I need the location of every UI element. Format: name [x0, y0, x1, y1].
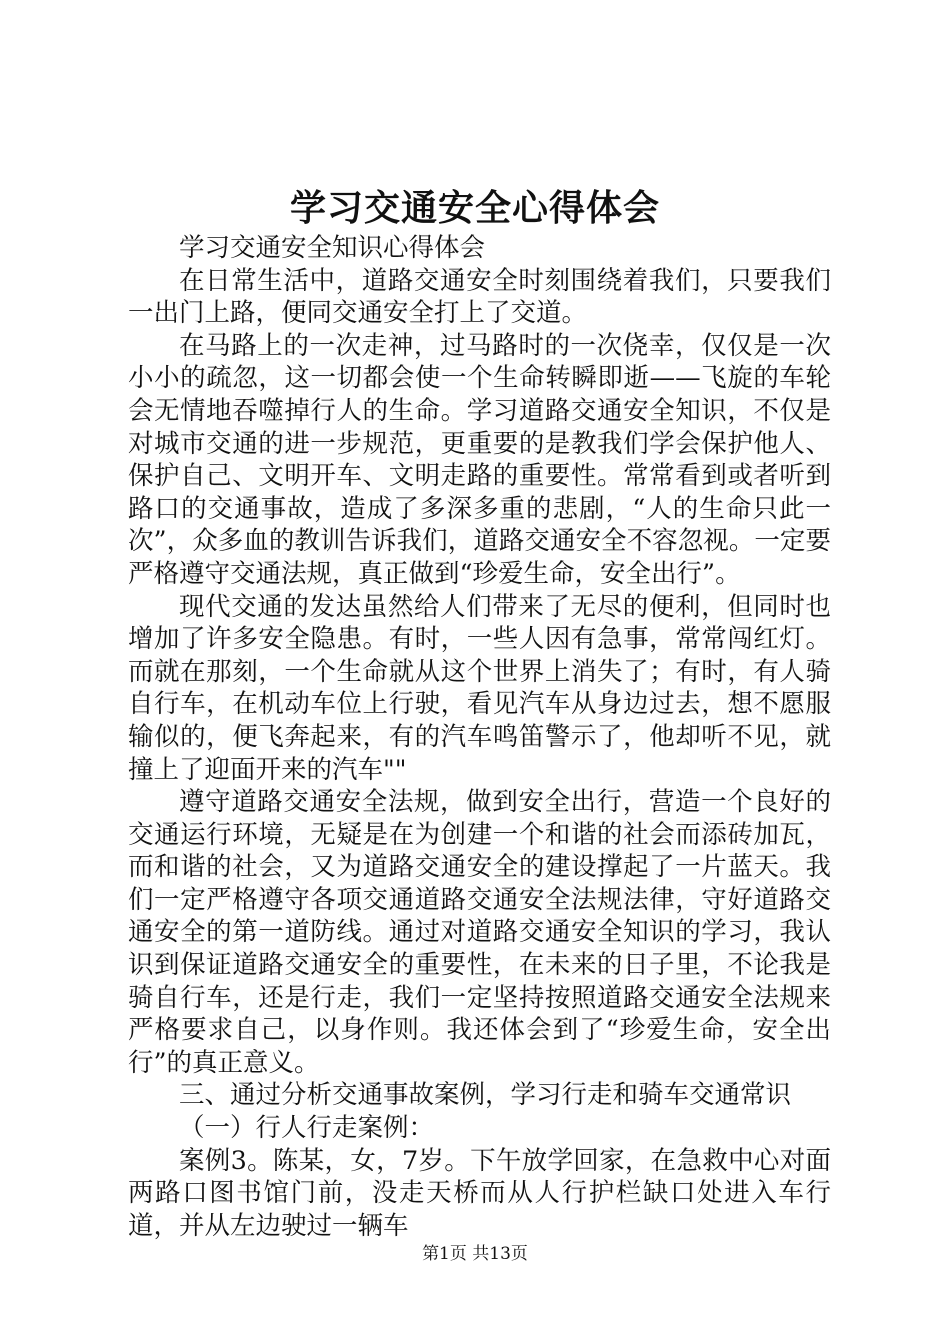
body-paragraph: 案例3。陈某，女，7岁。下午放学回家，在急救中心对面两路口图书馆门前，没走天桥而从人行护栏缺口处进入车行道，并从左边驶过一辆车: [128, 1145, 831, 1241]
section-heading: 三、通过分析交通事故案例，学习行走和骑车交通常识: [179, 1080, 792, 1111]
subsection-heading: （一）行人行走案例：: [179, 1113, 435, 1144]
body-paragraph: 现代交通的发达虽然给人们带来了无尽的便利，但同时也增加了许多安全隐患。有时，一些人因有急事，常常闯红灯。而就在那刻，一个生命就从这个世界上消失了；有时，有人骑自行车，在机动车位上行驶，看见汽车从身边过去，想不愿服输似的，便飞奔起来，有的汽车鸣笛警示了，他却听不见，就撞上了迎面开来的汽车"": [128, 591, 831, 785]
document-body: [128, 232, 831, 1242]
document-title: 学习交通安全心得体会: [289, 187, 660, 229]
body-paragraph: 在日常生活中，道路交通安全时刻围绕着我们，只要我们一出门上路，便同交通安全打上了交道。: [128, 265, 831, 329]
body-paragraph: 在马路上的一次走神，过马路时的一次侥幸，仅仅是一次小小的疏忽，这一切都会使一个生命转瞬即逝——飞旋的车轮会无情地吞噬掉行人的生命。学习道路交通安全知识，不仅是对城市交通的进一步规范，更重要的是教我们学会保护他人、保护自己、文明开车、文明走路的重要性。常常看到或者听到路口的交通事故，造成了多深多重的悲剧，“人的生命只此一次”，众多血的教训告诉我们，道路交通安全不容忽视。一定要严格遵守交通法规，真正做到“珍爱生命，安全出行”。: [128, 330, 831, 589]
page-number-footer: 第1页 共13页: [422, 1244, 528, 1264]
body-paragraph: 遵守道路交通安全法规，做到安全出行，营造一个良好的交通运行环境，无疑是在为创建一个和谐的社会而添砖加瓦，而和谐的社会，又为道路交通安全的建设撑起了一片蓝天。我们一定严格遵守各项交通道路交通安全法规法律，守好道路交通安全的第一道防线。通过对道路交通安全知识的学习，我认识到保证道路交通安全的重要性，在未来的日子里，不论我是骑自行车，还是行走，我们一定坚持按照道路交通安全法规来严格要求自己，以身作则。我还体会到了“珍爱生命，安全出行”的真正意义。: [128, 787, 831, 1078]
subtitle-paragraph: 学习交通安全知识心得体会: [179, 233, 486, 263]
